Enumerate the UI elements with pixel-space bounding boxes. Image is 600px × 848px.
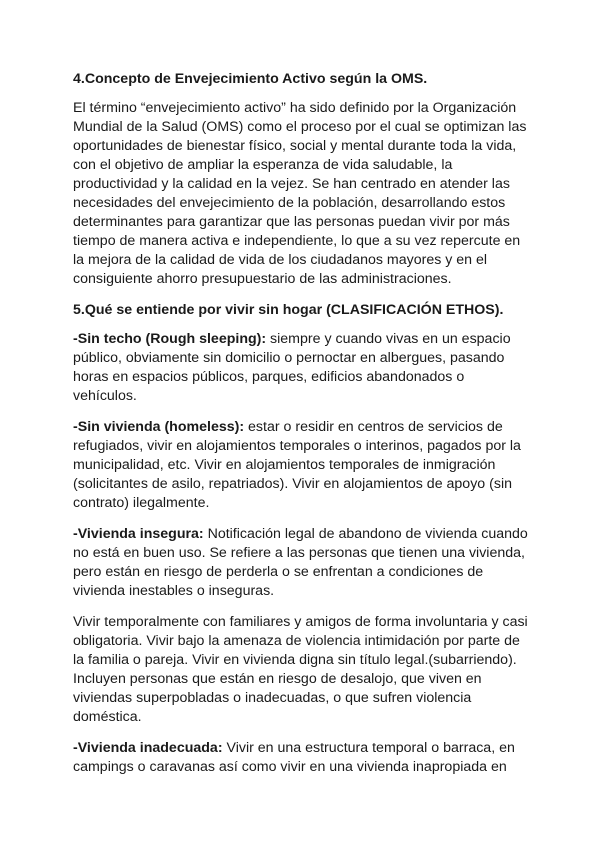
text-sin-techo: siempre y cuando vivas en un espacio público, obviamente sin domicilio o pernoctar en albergues, pasando horas en espacios públicos, parques, edificios abandonados o vehículos. bbox=[73, 331, 511, 404]
vivienda-insegura-detail: Vivir temporalmente con familiares y amigos de forma involuntaria y casi obligatoria. Vivir bajo la amenaza de violencia intimidación por parte de la familia o pareja. Vivir en vivienda digna sin título legal.(subarriendo). Incluyen personas que están en riesgo de desalojo, que viven en viviendas superpobladas o inadecuadas, o que sufren violencia doméstica. bbox=[73, 614, 528, 725]
text-sin-vivienda: estar o residir en centros de servicios de refugiados, vivir en alojamientos temporales o interinos, pagados por la municipalidad, etc. Vivir en alojamientos temporales de inmigración (solicitantes de asilo, repatriados). Vivir en alojamientos de apoyo (sin contrato) ilegalmente. bbox=[73, 419, 521, 511]
text-vivienda-inadecuada: Vivir en una estructura temporal o barraca, en campings o caravanas así como vivir en una vivienda inapropiada en bbox=[73, 740, 515, 775]
item-sin-techo bbox=[73, 330, 528, 406]
section-4-heading: 4.Concepto de Envejecimiento Activo según la OMS. bbox=[73, 71, 428, 87]
term-sin-techo: -Sin techo (Rough sleeping): bbox=[73, 331, 267, 347]
document-page bbox=[73, 70, 528, 789]
section-4-body: El término “envejecimiento activo” ha sido definido por la Organización Mundial de la Salud (OMS) como el proceso por el cual se optimizan las oportunidades de bienestar físico, social y mental durante toda la vida, con el objetivo de ampliar la esperanza de vida saludable, la productividad y la calidad en la vejez. Se han centrado en atender las necesidades del envejecimiento de la población, desarrollando estos determinantes para garantizar que las personas puedan vivir por más tiempo de manera activa e independiente, lo que a su vez repercute en la mejora de la calidad de vida de los ciudadanos mayores y en el consiguiente ahorro presupuestario de las administraciones. bbox=[73, 100, 527, 287]
section-5-heading: 5.Qué se entiende por vivir sin hogar (CLASIFICACIÓN ETHOS). bbox=[73, 302, 504, 318]
item-vivienda-insegura bbox=[73, 525, 528, 601]
item-vivienda-inadecuada bbox=[73, 739, 528, 777]
term-sin-vivienda: -Sin vivienda (homeless): bbox=[73, 419, 245, 435]
text-vivienda-insegura: Notificación legal de abandono de vivienda cuando no está en buen uso. Se refiere a las personas que tienen una vivienda, pero están en riesgo de perderla o se enfrentan a condiciones de vivienda inestables o inseguras. bbox=[73, 526, 528, 599]
item-sin-vivienda bbox=[73, 418, 528, 513]
term-vivienda-inadecuada: -Vivienda inadecuada: bbox=[73, 740, 223, 756]
term-vivienda-insegura: -Vivienda insegura: bbox=[73, 526, 204, 542]
